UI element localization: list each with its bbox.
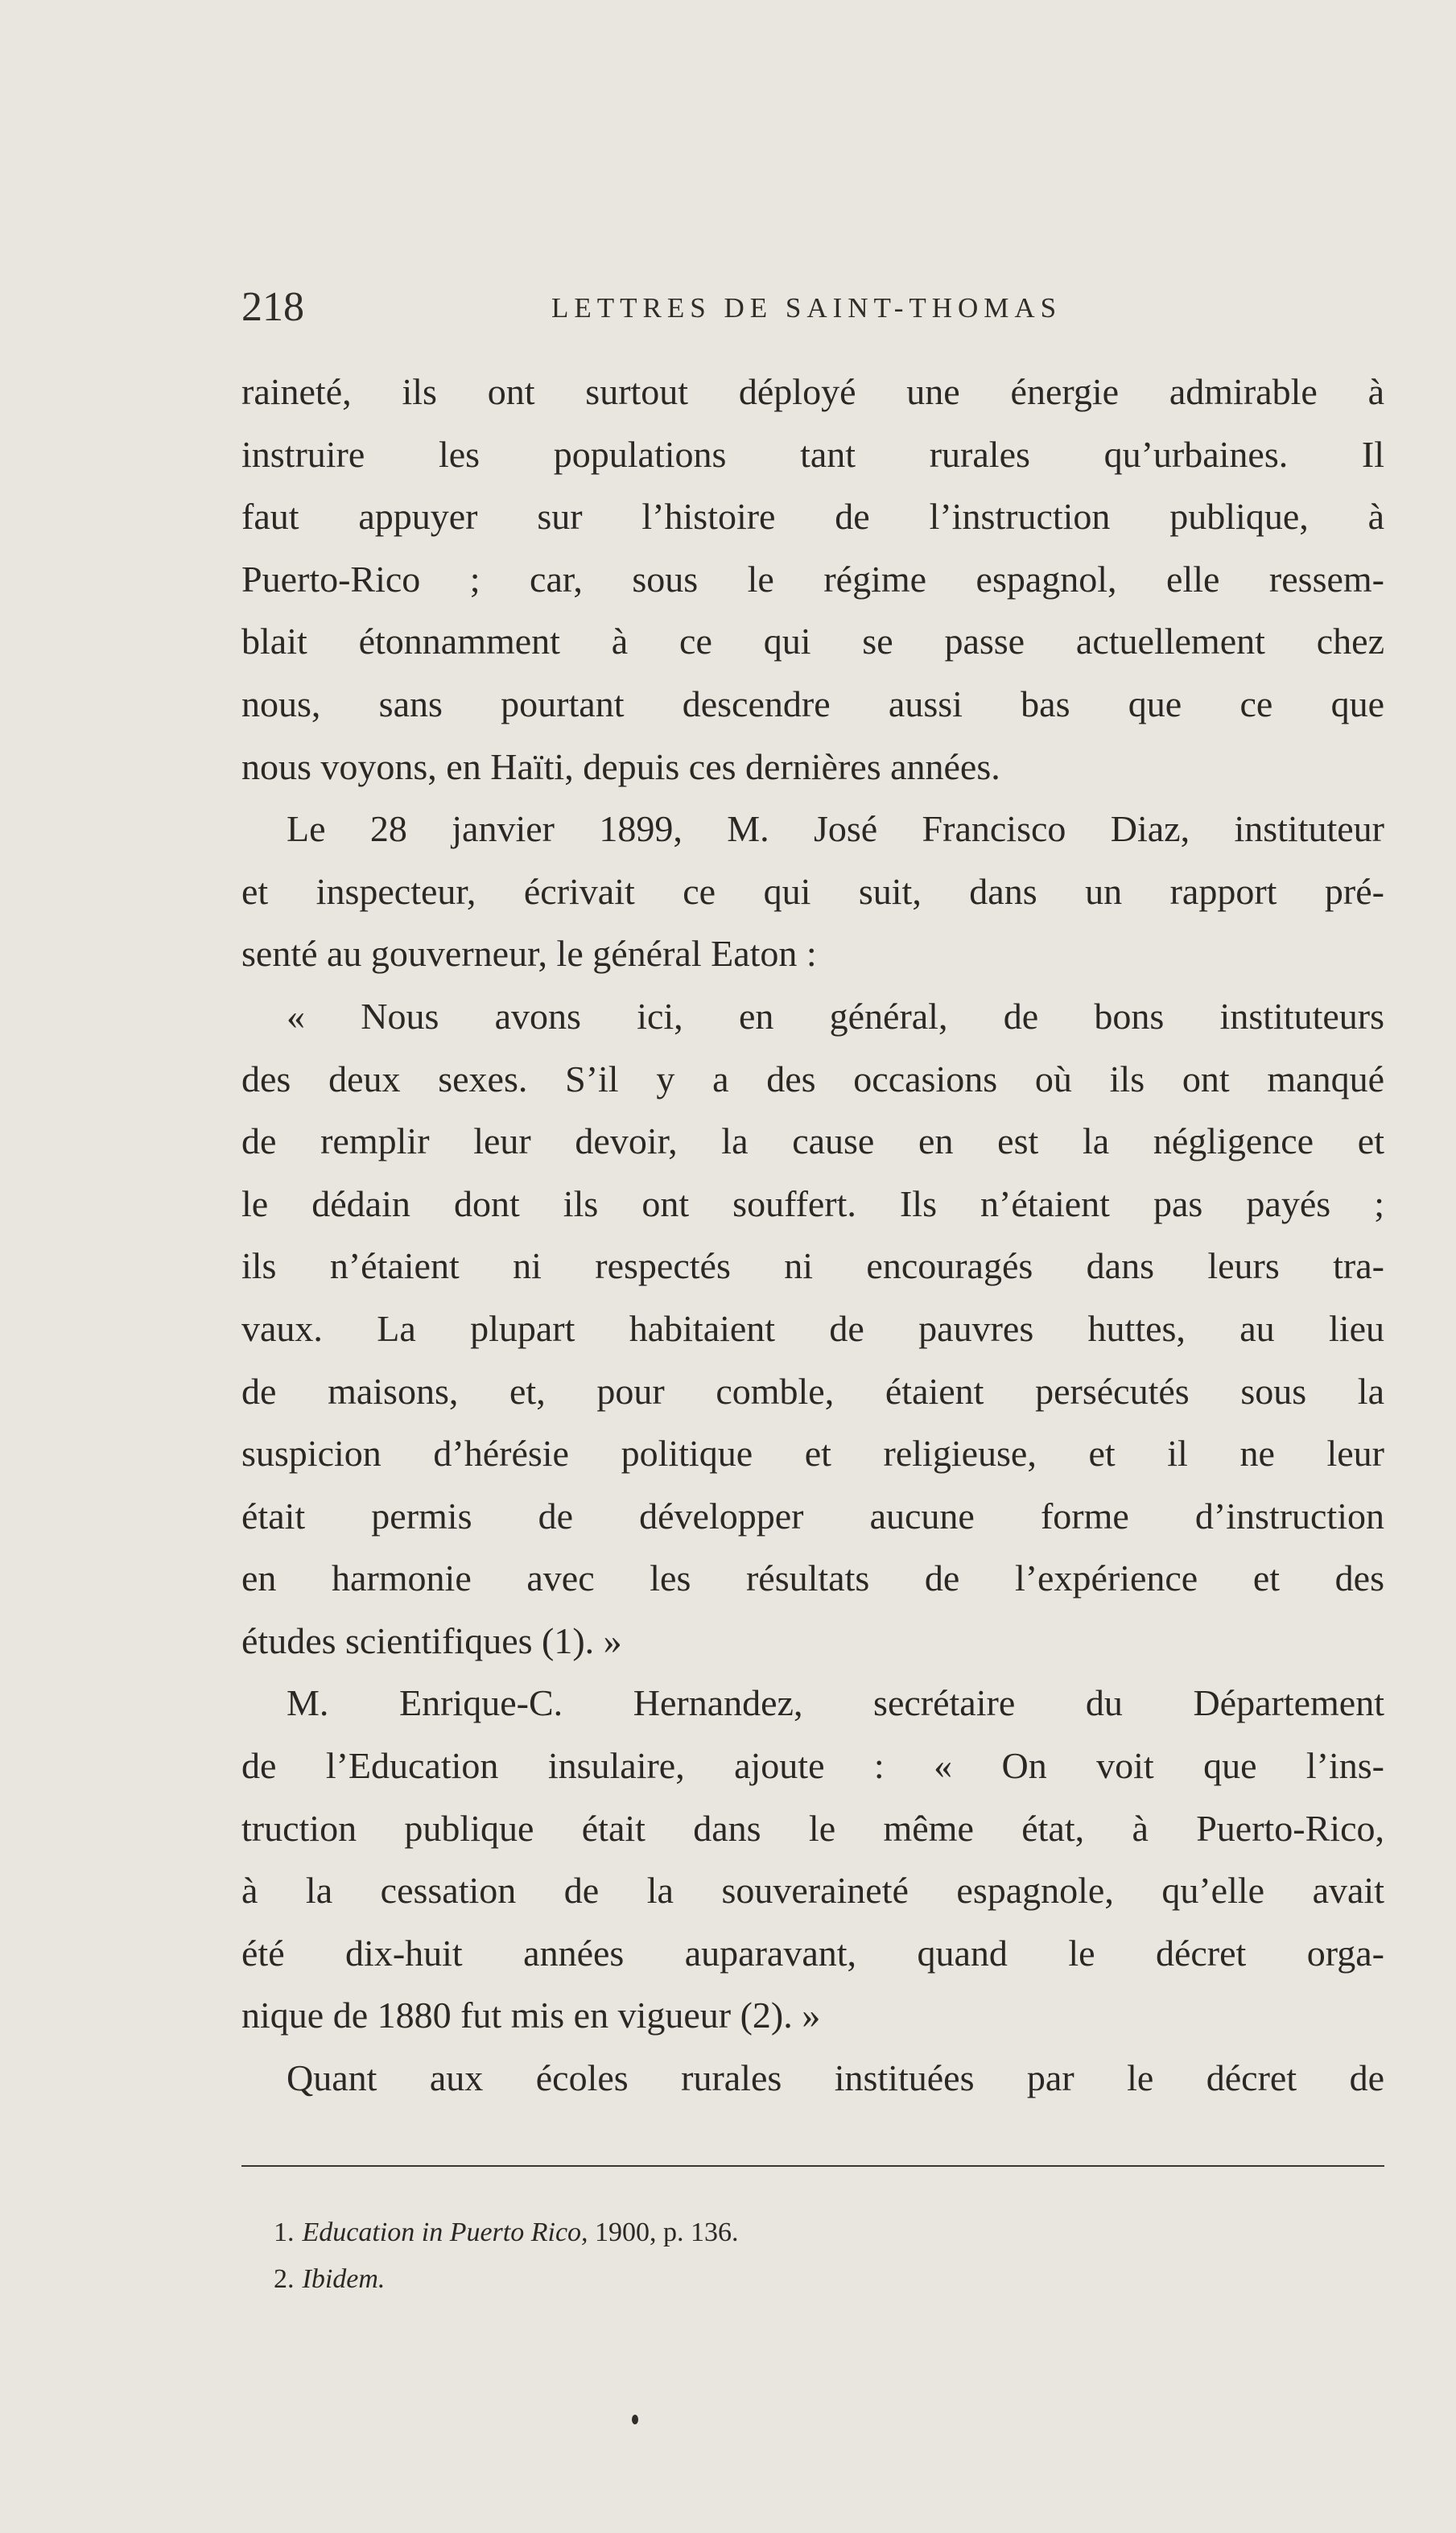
text-line: instruire les populations tant rurales qu’urbaines. Il (241, 433, 1384, 475)
footnote-title: Education in Puerto Rico, (302, 2217, 588, 2247)
text-line: Puerto-Rico ; car, sous le régime espagnol, elle ressem- (241, 558, 1384, 600)
text-line: nique de 1880 fut mis en vigueur (2). » (241, 1995, 821, 2036)
footnote-divider (241, 2165, 1384, 2167)
text-line: études scientifiques (1). » (241, 1619, 622, 1661)
text-line: « Nous avons ici, en général, de bons instituteurs (287, 995, 1384, 1037)
text-line: blait étonnamment à ce qui se passe actuellement chez (241, 621, 1384, 662)
footnote-2 (274, 2256, 1384, 2303)
text-line: senté au gouverneur, le général Eaton : (241, 933, 817, 975)
body-text (241, 361, 1384, 2110)
footnote-title: Ibidem. (302, 2264, 386, 2294)
text-line: Quant aux écoles rurales instituées par le décret de (287, 2057, 1384, 2099)
text-line: ils n’étaient ni respectés ni encouragés dans leurs tra- (241, 1245, 1384, 1287)
text-line: raineté, ils ont surtout déployé une énergie admirable à (241, 371, 1384, 412)
ink-speck (632, 2415, 638, 2424)
footnotes (274, 2209, 1384, 2303)
text-line: et inspecteur, écrivait ce qui suit, dans un rapport pré- (241, 870, 1384, 912)
text-line: faut appuyer sur l’histoire de l’instruction publique, à (241, 496, 1384, 538)
footnote-1 (274, 2209, 1384, 2256)
text-line: le dédain dont ils ont souffert. Ils n’étaient pas payés ; (241, 1182, 1384, 1224)
text-line: des deux sexes. S’il y a des occasions où ils ont manqué (241, 1058, 1384, 1099)
text-line: en harmonie avec les résultats de l’expérience et des (241, 1557, 1384, 1599)
text-line: nous, sans pourtant descendre aussi bas que ce que (241, 683, 1384, 724)
page-number: 218 (241, 284, 304, 330)
footnote-number: 1. (274, 2217, 295, 2247)
text-line: Le 28 janvier 1899, M. José Francisco Diaz, instituteur (287, 808, 1384, 850)
text-line: de l’Education insulaire, ajoute : « On voit que l’ins- (241, 1745, 1384, 1787)
text-line: de remplir leur devoir, la cause en est la négligence et (241, 1120, 1384, 1162)
text-line: vaux. La plupart habitaient de pauvres huttes, au lieu (241, 1307, 1384, 1349)
text-line: était permis de développer aucune forme d’instruction (241, 1495, 1384, 1537)
page-header (241, 283, 1384, 332)
text-line: été dix-huit années auparavant, quand le décret orga- (241, 1932, 1384, 1974)
text-line: nous voyons, en Haïti, depuis ces dernières années. (241, 745, 1000, 787)
running-head: LETTRES DE SAINT-THOMAS (551, 292, 1062, 324)
text-line: truction publique était dans le même état, à Puerto-Rico, (241, 1807, 1384, 1849)
text-line: de maisons, et, pour comble, étaient persécutés sous la (241, 1370, 1384, 1412)
text-line: suspicion d’hérésie politique et religieuse, et il ne leur (241, 1433, 1384, 1475)
footnote-number: 2. (274, 2264, 295, 2294)
text-line: M. Enrique-C. Hernandez, secrétaire du Département (287, 1682, 1384, 1724)
footnote-rest: 1900, p. 136. (588, 2217, 739, 2247)
text-line: à la cessation de la souveraineté espagnole, qu’elle avait (241, 1870, 1384, 1912)
